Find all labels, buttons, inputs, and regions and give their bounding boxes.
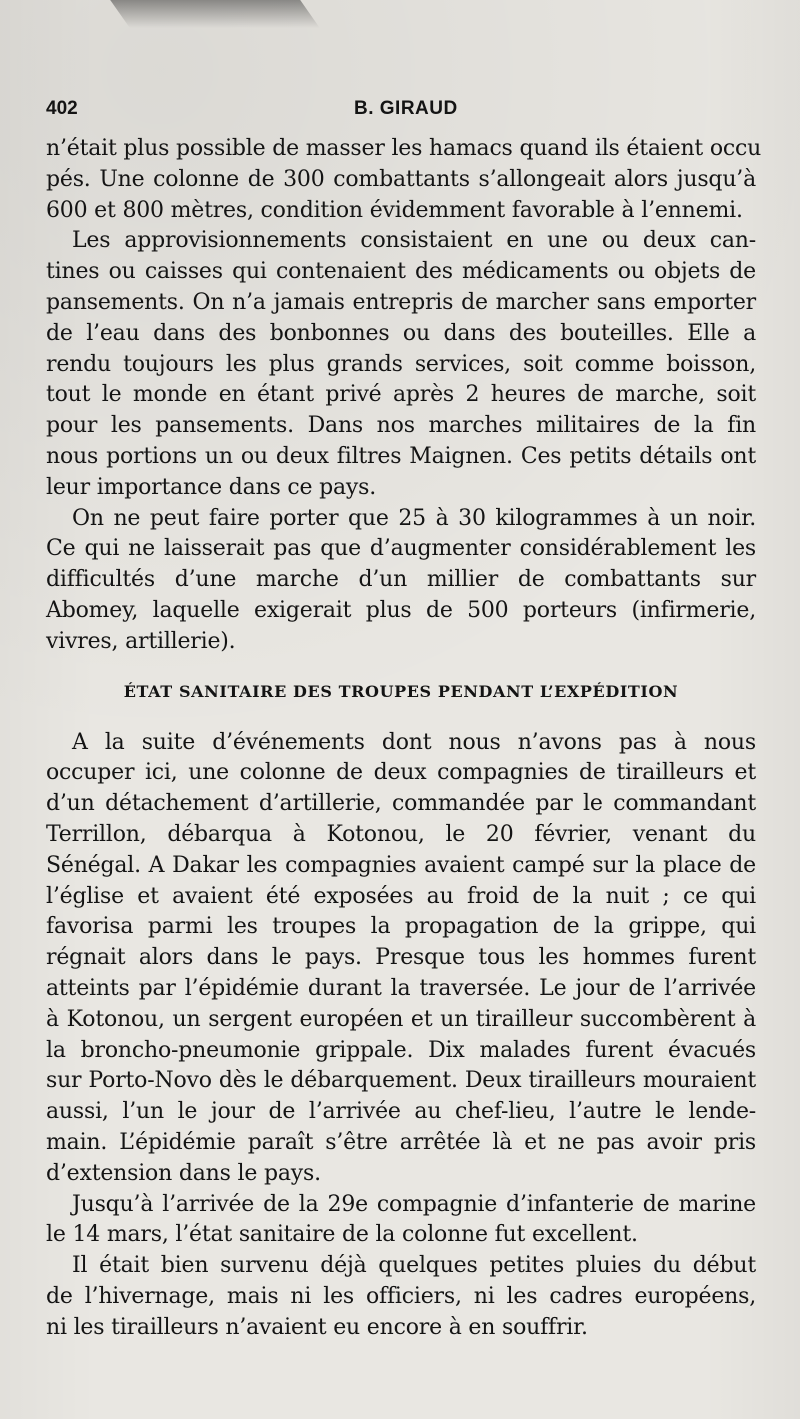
text-line: Il était bien survenu déjà quelques petites pluies du début: [72, 1253, 756, 1279]
text-line: Sénégal. A Dakar les compagnies avaient campé sur la place de: [46, 852, 756, 878]
section-heading: ÉTAT SANITAIRE DES TROUPES PENDANT L’EXPÉDITION: [123, 681, 679, 701]
text-line: nous portions un ou deux filtres Maignen. Ces petits détails ont: [46, 443, 756, 469]
text-line: Les approvisionnements consistaient en une ou deux can-: [72, 228, 756, 254]
text-line: A la suite d’événements dont nous n’avons pas à nous: [72, 729, 756, 755]
page-number: 402: [46, 98, 78, 119]
text-line: de l’hivernage, mais ni les officiers, ni les cadres européens,: [46, 1283, 756, 1309]
running-head: B. GIRAUD: [354, 98, 458, 119]
text-line: d’extension dans le pays.: [46, 1160, 321, 1186]
text-line: tout le monde en étant privé après 2 heures de marche, soit: [46, 382, 756, 408]
text-line: vivres, artillerie).: [46, 628, 236, 654]
text-line: sur Porto-Novo dès le débarquement. Deux tirailleurs mouraient: [46, 1068, 756, 1094]
text-line: tines ou caisses qui contenaient des médicaments ou objets de: [46, 259, 756, 285]
text-line: Terrillon, débarqua à Kotonou, le 20 février, venant du: [46, 821, 756, 847]
scan-edge-shadow: [110, 0, 320, 28]
text-line: la broncho-pneumonie grippale. Dix malades furent évacués: [46, 1037, 756, 1063]
text-line: le 14 mars, l’état sanitaire de la colonne fut excellent.: [46, 1222, 638, 1248]
text-line: rendu toujours les plus grands services, soit comme boisson,: [46, 351, 756, 377]
text-line: Abomey, laquelle exigerait plus de 500 porteurs (infirmerie,: [46, 597, 756, 623]
text-line: n’était plus possible de masser les hamacs quand ils étaient occu: [46, 136, 762, 161]
text-line: de l’eau dans des bonbonnes ou dans des bouteilles. Elle a: [46, 320, 756, 346]
text-line: Ce qui ne laisserait pas que d’augmenter considérablement les: [46, 536, 756, 562]
text-line: 600 et 800 mètres, condition évidemment favorable à l’ennemi.: [46, 197, 743, 223]
text-line: Jusqu’à l’arrivée de la 29e compagnie d’infanterie de marine: [72, 1191, 756, 1217]
text-line: leur importance dans ce pays.: [46, 474, 377, 500]
text-line: pansements. On n’a jamais entrepris de marcher sans emporter: [46, 289, 756, 315]
page-header: [46, 98, 756, 126]
text-line: main. L’épidémie paraît s’être arrêtée là et ne pas avoir pris: [46, 1129, 756, 1155]
text-line: l’église et avaient été exposées au froid de la nuit ; ce qui: [46, 883, 756, 909]
text-line: On ne peut faire porter que 25 à 30 kilogrammes à un noir.: [72, 505, 756, 531]
text-line: atteints par l’épidémie durant la traversée. Le jour de l’arrivée: [46, 975, 756, 1001]
text-line: d’un détachement d’artillerie, commandée par le commandant: [46, 791, 756, 817]
text-line: ni les tirailleurs n’avaient eu encore à en souffrir.: [46, 1314, 588, 1340]
text-line: régnait alors dans le pays. Presque tous les hommes furent: [46, 945, 756, 971]
body-text: [46, 134, 762, 1343]
text-line: difficultés d’une marche d’un millier de combattants sur: [46, 567, 756, 593]
text-line: occuper ici, une colonne de deux compagnies de tirailleurs et: [46, 760, 756, 786]
text-line: pour les pansements. Dans nos marches militaires de la fin: [46, 413, 756, 439]
text-line: aussi, l’un le jour de l’arrivée au chef-lieu, l’autre le lende-: [46, 1099, 756, 1125]
text-line: favorisa parmi les troupes la propagation de la grippe, qui: [46, 914, 756, 940]
text-line: à Kotonou, un sergent européen et un tirailleur succombèrent à: [46, 1006, 756, 1032]
text-line: pés. Une colonne de 300 combattants s’allongeait alors jusqu’à: [46, 166, 756, 192]
